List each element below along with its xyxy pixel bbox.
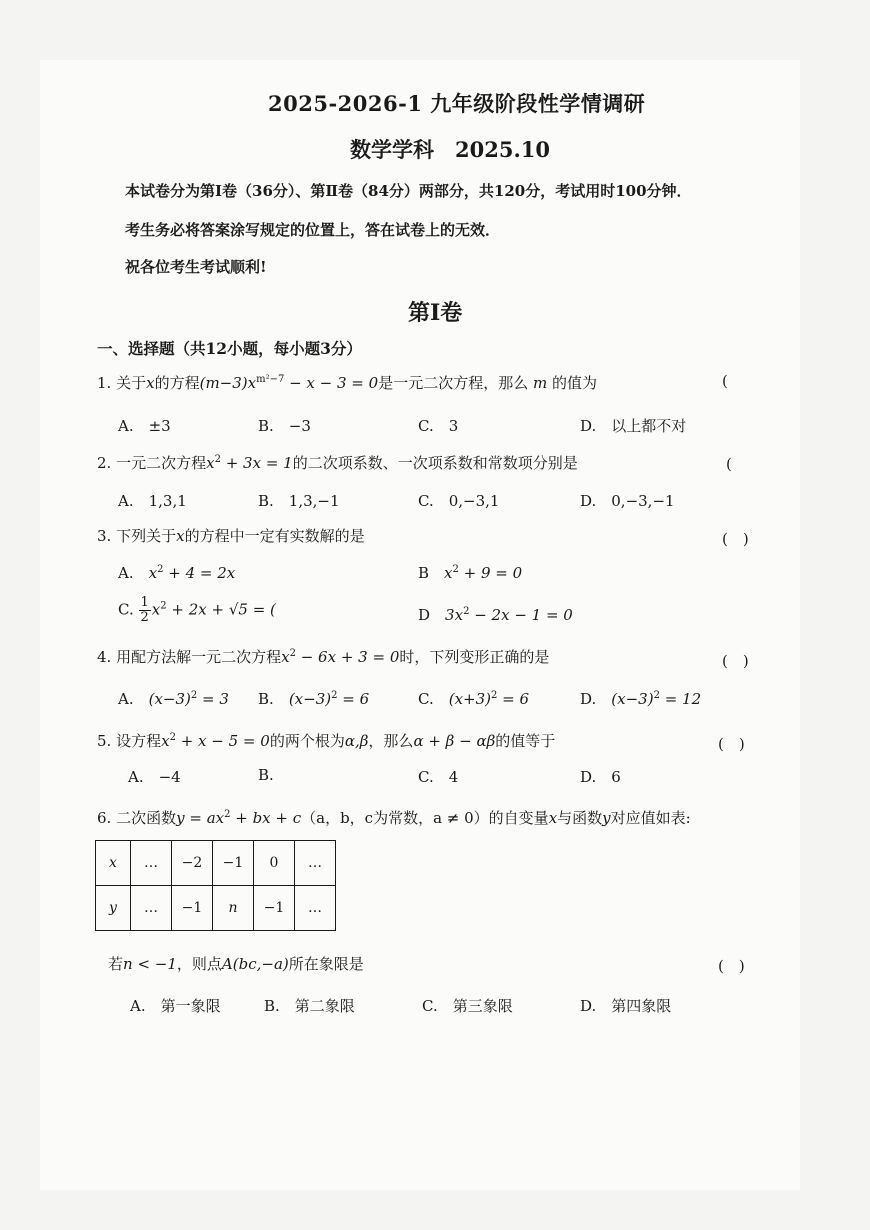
table-cell: −1 bbox=[254, 886, 295, 931]
question-6-followup: 若n < −1，则点A(bc,−a)所在象限是 bbox=[108, 955, 364, 973]
table-row bbox=[96, 886, 336, 931]
q1-option-d: D. 以上都不对 bbox=[580, 417, 687, 435]
q3-option-a: A. $x^2 + 4 = 2x$ bbox=[118, 564, 236, 582]
q4-option-a: A. $(x-3)^2 = 3$ bbox=[118, 690, 229, 708]
q3-option-b: B $x^2 + 9 = 0$ bbox=[418, 564, 523, 582]
q6-option-c: C. 第三象限 bbox=[422, 997, 513, 1015]
intro-line-2: 考生务必将答案涂写规定的位置上，答在试卷上的无效． bbox=[125, 221, 501, 239]
table-cell: … bbox=[295, 841, 336, 886]
answer-paren-3: ( ) bbox=[722, 530, 749, 548]
table-cell: … bbox=[295, 886, 336, 931]
table-cell: −1 bbox=[213, 841, 254, 886]
exam-subtitle: 数学学科 2025.10 bbox=[350, 137, 550, 162]
q2-option-c: C. 0,−3,1 bbox=[418, 492, 500, 510]
fraction: $\frac{1}{2}$ bbox=[140, 595, 149, 625]
table-cell: 0 bbox=[254, 841, 295, 886]
table-cell: y bbox=[96, 886, 131, 931]
question-2-stem: 2. 一元二次方程$x^2 + 3x = 1$的二次项系数、一次项系数和常数项分别是 bbox=[97, 454, 578, 472]
table-row bbox=[96, 841, 336, 886]
answer-paren-2: ( bbox=[726, 455, 732, 473]
q5-option-b: B. bbox=[258, 766, 274, 784]
table-cell: −1 bbox=[172, 886, 213, 931]
q6-option-b: B. 第二象限 bbox=[264, 997, 355, 1015]
q2-option-a: A. 1,3,1 bbox=[118, 492, 187, 510]
q5-option-c: C. 4 bbox=[418, 768, 459, 786]
table-cell: x bbox=[96, 841, 131, 886]
q4-option-c: C. $(x+3)^2 = 6$ bbox=[418, 690, 530, 708]
answer-paren-6: ( ) bbox=[718, 957, 745, 975]
answer-paren-4: ( ) bbox=[722, 652, 749, 670]
table-cell: … bbox=[131, 886, 172, 931]
q1-option-b: B. −3 bbox=[258, 417, 311, 435]
q1-option-a: A. ±3 bbox=[118, 417, 171, 435]
exam-title: 2025-2026-1 九年级阶段性学情调研 bbox=[268, 91, 646, 116]
section-title: 第Ⅰ卷 bbox=[408, 300, 463, 326]
q3-option-d: D $3x^2 - 2x - 1 = 0$ bbox=[418, 606, 573, 624]
q5-option-a: A. −4 bbox=[128, 768, 181, 786]
part-heading: 一、选择题（共12小题，每小题3分） bbox=[97, 339, 362, 358]
table-cell: … bbox=[131, 841, 172, 886]
q2-option-b: B. 1,3,−1 bbox=[258, 492, 340, 510]
value-table bbox=[95, 840, 336, 931]
answer-paren-1: ( bbox=[722, 372, 728, 390]
table-cell: −2 bbox=[172, 841, 213, 886]
question-6-stem: 6. 二次函数$y = ax^2$ + bx + c（a，b，c为常数，a ≠ 0）的自变量x与函数y对应值如表: bbox=[97, 809, 691, 827]
answer-paren-5: ( ) bbox=[718, 735, 745, 753]
q2-option-d: D. 0,−3,−1 bbox=[580, 492, 675, 510]
intro-line-1: 本试卷分为第Ⅰ卷（36分）、第Ⅱ卷（84分）两部分，共120分，考试用时100分钟． bbox=[125, 182, 692, 200]
q4-option-b: B. $(x-3)^2 = 6$ bbox=[258, 690, 370, 708]
q4-option-d: D. $(x-3)^2 = 12$ bbox=[580, 690, 702, 708]
question-1-stem: 1. 关于x的方程$(m-3)x^{m^2-7} - x - 3 = 0$是一元二次方程，那么 m 的值为 bbox=[97, 374, 598, 392]
intro-line-3: 祝各位考生考试顺利! bbox=[125, 258, 267, 276]
q5-option-d: D. 6 bbox=[580, 768, 621, 786]
q6-option-d: D. 第四象限 bbox=[580, 997, 672, 1015]
q6-option-a: A. 第一象限 bbox=[130, 997, 221, 1015]
table-cell: n bbox=[213, 886, 254, 931]
question-3-stem: 3. 下列关于x的方程中一定有实数解的是 bbox=[97, 527, 365, 545]
question-4-stem: 4. 用配方法解一元二次方程$x^2 - 6x + 3 = 0$时，下列变形正确的是 bbox=[97, 648, 550, 666]
q3-option-c: C. $\frac{1}{2}$ $x^2 + 2x + √5$ = ( bbox=[118, 595, 276, 625]
q1-option-c: C. 3 bbox=[418, 417, 459, 435]
question-5-stem: 5. 设方程$x^2 + x - 5 = 0$的两个根为α,β，那么α + β − αβ的值等于 bbox=[97, 732, 556, 750]
